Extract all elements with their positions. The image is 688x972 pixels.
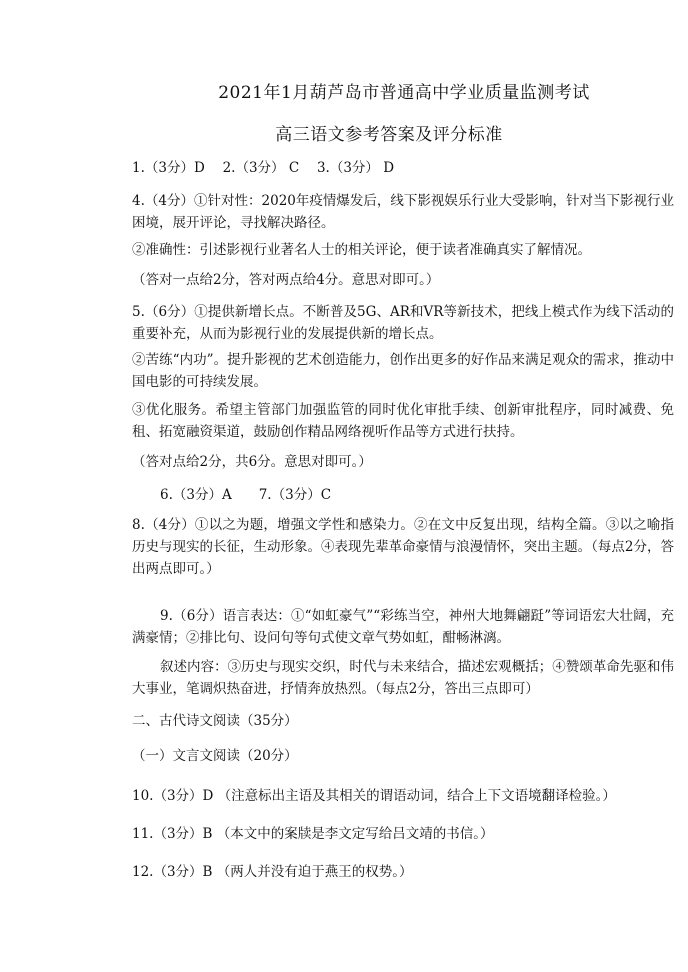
answer-9-narrative: 叙述内容：③历史与现实交织，时代与未来结合，描述宏观概括；④赞颂革命先驱和伟大事业，笔调炽热奋进，抒情奔放热烈。（每点2分，答出三点即可）: [132, 659, 674, 697]
answer-9: 9.（6分）语言表达：①“如虹豪气”“彩练当空，神州大地舞翩跹”等词语宏大壮阔，充满豪情；②排比句、设问句等句式使文章气势如虹，酣畅淋漓。: [132, 608, 674, 646]
answer-5-scoring-note: （答对点给2分，共6分。意思对即可。）: [132, 454, 372, 470]
exam-title: 2021年1月葫芦岛市普通高中学业质量监测考试: [218, 83, 590, 103]
answer-key-title: 高三语文参考答案及评分标准: [275, 125, 503, 145]
answer-8: 8.（4分）①以之为题，增强文学性和感染力。②在文中反复出现，结构全篇。③以之喻指历史与现实的长征，生动形象。④表现先辈革命豪情与浪漫情怀，突出主题。（每点2分，答出两点即可。）: [132, 517, 674, 577]
answer-4-scoring-note: （答对一点给2分，答对两点给4分。意思对即可。）: [132, 272, 440, 288]
answers-1-3: 1.（3分）D 2.（3分） C 3.（3分） D: [132, 160, 395, 176]
answers-6-7: 6.（3分）A 7.（3分）C: [160, 487, 332, 503]
subsection-classical-chinese: （一）文言文阅读（20分）: [132, 748, 298, 764]
answer-10: 10.（3分）D （注意标出主语及其相关的谓语动词，结合上下文语境翻译检验。）: [132, 788, 616, 804]
section-2-heading: 二、古代诗文阅读（35分）: [132, 713, 298, 729]
answer-5: 5.（6分）①提供新增长点。不断普及5G、AR和VR等新技术，把线上模式作为线下活动的重要补充，从而为影视行业的发展提供新的增长点。: [132, 304, 674, 342]
answer-4-point-2: ②准确性：引述影视行业著名人士的相关评论，便于读者准确真实了解情况。: [132, 242, 591, 258]
answer-5-point-2: ②苦练“内功”。提升影视的艺术创造能力，创作出更多的好作品来满足观众的需求，推动中国电影的可持续发展。: [132, 352, 674, 390]
answer-4: 4.（4分）①针对性：2020年疫情爆发后，线下影视娱乐行业大受影响，针对当下影视行业困境，展开评论，寻找解决路径。: [132, 193, 674, 231]
answer-12: 12.（3分）B （两人并没有迫于燕王的权势。）: [132, 864, 413, 880]
answer-11: 11.（3分）B （本文中的案牍是李文定写给吕文靖的书信。）: [132, 826, 494, 842]
answer-5-point-3: ③优化服务。希望主管部门加强监管的同时优化审批手续、创新审批程序，同时减费、免租、拓宽融资渠道，鼓励创作精品网络视听作品等方式进行扶持。: [132, 402, 674, 440]
